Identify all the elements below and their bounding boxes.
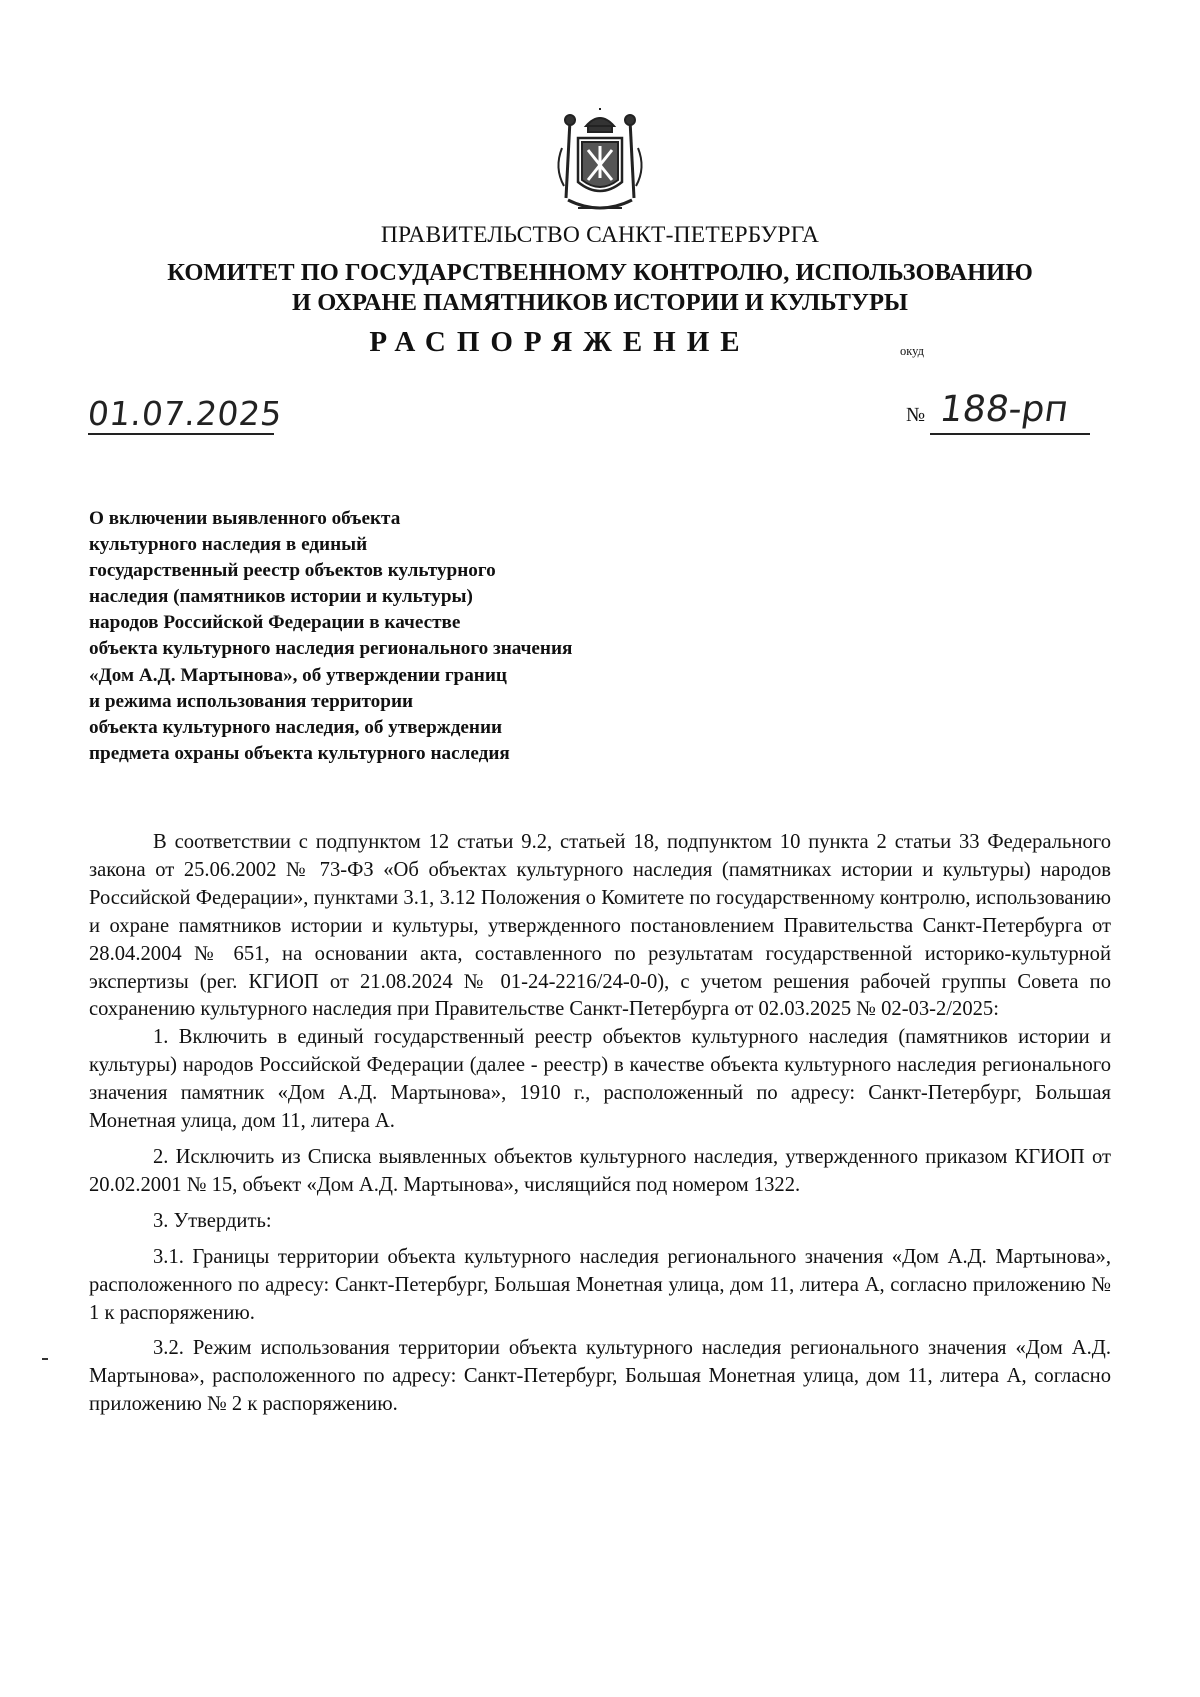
item-paragraph: 2. Исключить из Списка выявленных объектов культурного наследия, утвержденного приказом КГИОП от 20.02.2001 № 15, объект «Дом А.Д. Мартынова», числящийся под номером 1322. xyxy=(89,1145,1111,1196)
item-paragraph: 3.2. Режим использования территории объекта культурного наследия регионального значения «Дом А.Д. Мартынова», расположенного по адресу: Санкт-Петербург, Большая Монетная улица, дом 11, литера А, согласно приложению № 2 к распоряжению. xyxy=(89,1337,1111,1416)
number-underline xyxy=(930,433,1090,435)
subject-line: О включении выявленного объекта xyxy=(89,508,401,529)
subject-line: и режима использования территории xyxy=(89,690,414,712)
coat-of-arms-emblem xyxy=(548,108,652,218)
number-sign: № xyxy=(906,404,926,426)
document-type: РАСПОРЯЖЕНИЕ xyxy=(369,326,751,358)
subject-line: наследия (памятников истории и культуры) xyxy=(89,586,473,608)
subject-line: государственный реестр объектов культурного xyxy=(89,560,496,582)
subject-line: культурного наследия в единый xyxy=(89,534,368,556)
document-number: 188-рп xyxy=(937,389,1071,430)
subject-line: объекта культурного наследия регионального значения xyxy=(89,638,573,660)
item-paragraph: 1. Включить в единый государственный реестр объектов культурного наследия (памятников истории и культуры) народов Российской Федерации (далее - реестр) в качестве объекта культурного наследия регионального значения памятник «Дом А.Д. Мартынова», 1910 г., расположенный по адресу: Санкт-Петербург, Большая Монетная улица, дом 11, литера А. xyxy=(89,1026,1111,1133)
margin-mark xyxy=(42,1358,48,1360)
item-paragraph: 3. Утвердить: xyxy=(153,1209,272,1232)
document-date: 01.07.2025 xyxy=(85,394,285,433)
subject-line: народов Российской Федерации в качестве xyxy=(89,612,461,634)
document-subject xyxy=(89,506,789,767)
committee-name-line: И ОХРАНЕ ПАМЯТНИКОВ ИСТОРИИ И КУЛЬТУРЫ xyxy=(292,289,908,316)
subject-line: «Дом А.Д. Мартынова», об утверждении границ xyxy=(89,664,507,686)
subject-line: объекта культурного наследия, об утверждении xyxy=(89,716,503,738)
subject-line: предмета охраны объекта культурного наследия xyxy=(89,742,510,764)
committee-name-line: КОМИТЕТ ПО ГОСУДАРСТВЕННОМУ КОНТРОЛЮ, ИСПОЛЬЗОВАНИЮ xyxy=(167,259,1033,286)
government-name: ПРАВИТЕЛЬСТВО САНКТ-ПЕТЕРБУРГА xyxy=(380,222,820,248)
document-body xyxy=(89,829,1111,1419)
okud-label: окуд xyxy=(900,344,924,358)
preamble-paragraph: В соответствии с подпунктом 12 статьи 9.2, статьей 18, подпунктом 10 пункта 2 статьи 33 Федерального закона от 25.06.2002 № 73-ФЗ «Об объектах культурного наследия (памятниках истории и культуры) народов Российской Федерации», пунктами 3.1, 3.12 Положения о Комитете по государственному контролю, использованию и охране памятников истории и культуры, утвержденного постановлением Правительства Санкт-Петербурга от 28.04.2004 № 651, на основании акта, составленного по результатам государственной историко-культурной экспертизы (рег. КГИОП от 21.08.2024 № 01-24-2216/24-0-0), с учетом решения рабочей группы Совета по сохранению культурного наследия при Правительстве Санкт-Петербурга от 02.03.2025 № 02-03-2/2025: xyxy=(89,831,1111,1021)
item-paragraph: 3.1. Границы территории объекта культурного наследия регионального значения «Дом А.Д. Мартынова», расположенного по адресу: Санкт-Петербург, Большая Монетная улица, дом 11, литера А, согласно приложению № 1 к распоряжению. xyxy=(89,1245,1111,1324)
coat-of-arms-icon xyxy=(548,108,652,218)
date-underline xyxy=(88,433,274,435)
committee-name xyxy=(80,258,1120,318)
